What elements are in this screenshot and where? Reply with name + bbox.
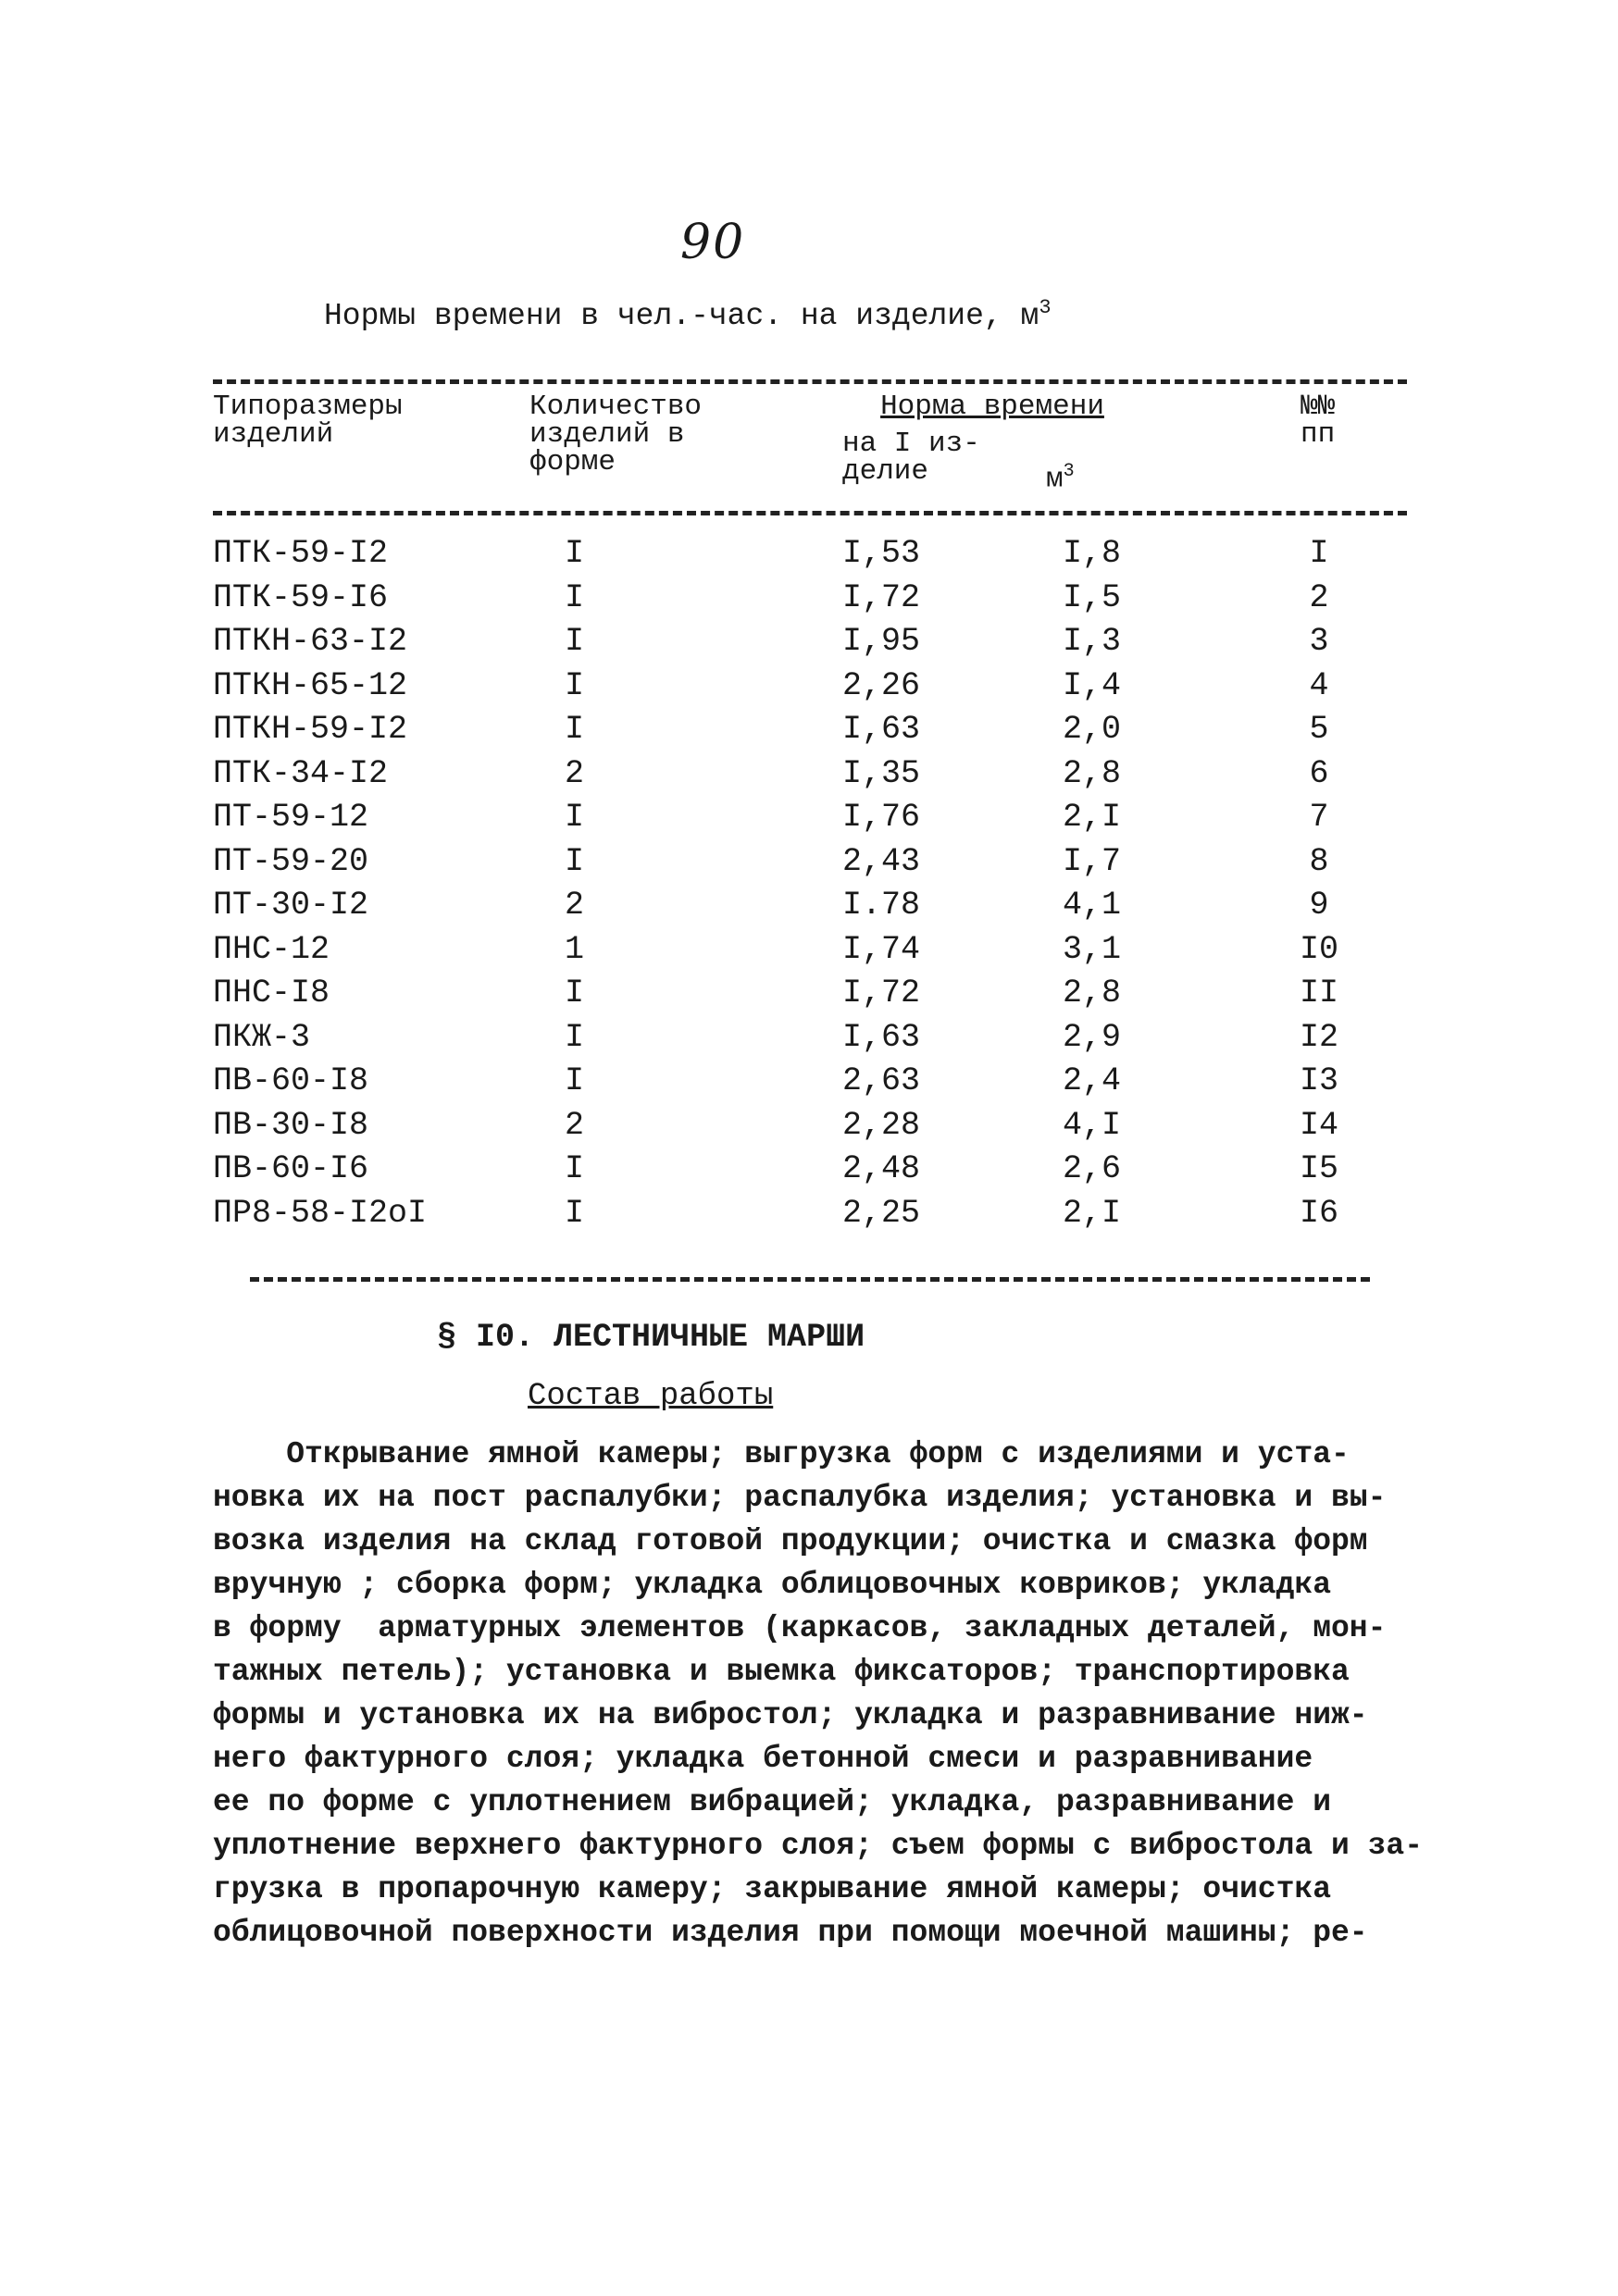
cell-per-m3: 2,6 [1063, 1150, 1122, 1187]
cell-type: ПТКН-63-I2 [213, 623, 408, 660]
cell-per-m3: 3,1 [1063, 930, 1122, 968]
table-row [0, 796, 1618, 839]
page-number: 90 [680, 215, 746, 270]
cell-num: II [1299, 974, 1338, 1011]
cell-per-m3: 4,1 [1063, 887, 1122, 924]
cell-per-m3: 2,I [1063, 799, 1122, 836]
cell-per-item: 2,25 [842, 1194, 921, 1232]
cell-per-m3: 2,I [1063, 1194, 1122, 1232]
cell-num: I [1309, 535, 1329, 572]
cell-per-m3: I,3 [1063, 623, 1122, 660]
cell-type: ПВ-60-I6 [213, 1150, 369, 1187]
table-row [0, 884, 1618, 927]
table-row [0, 664, 1618, 708]
cell-qty: I [565, 1194, 585, 1232]
body-line: в форму арматурных элементов (каркасов, закладных деталей, мон- [213, 1611, 1387, 1645]
table-row [0, 708, 1618, 751]
cell-type: ПТК-34-I2 [213, 754, 389, 792]
cell-per-item: I.78 [842, 887, 921, 924]
table-row [0, 752, 1618, 796]
cell-type: ПВ-60-I8 [213, 1062, 369, 1099]
cell-type: ПВ-30-I8 [213, 1106, 369, 1144]
cell-num: 4 [1309, 666, 1329, 704]
cell-qty: I [565, 974, 585, 1011]
body-line: новка их на пост распалубки; распалубка изделия; установка и вы- [213, 1481, 1387, 1515]
section-body [213, 1433, 1435, 1955]
cell-per-m3: 2,8 [1063, 974, 1122, 1011]
cell-type: ПТК-59-I6 [213, 578, 389, 616]
cell-qty: I [565, 1062, 585, 1099]
cell-type: ПР8-58-I2оI [213, 1194, 428, 1232]
table-row [0, 1192, 1618, 1235]
cell-per-m3: 2,8 [1063, 754, 1122, 792]
cell-num: 5 [1309, 711, 1329, 748]
cell-qty: I [565, 1150, 585, 1187]
cell-num: 8 [1309, 842, 1329, 880]
cell-type: ПТ-30-I2 [213, 887, 369, 924]
section-title: § I0. ЛЕСТНИЧНЫЕ МАРШИ [437, 1319, 865, 1356]
cell-num: 9 [1309, 887, 1329, 924]
cell-num: I4 [1299, 1106, 1338, 1144]
table-row [0, 620, 1618, 664]
cell-type: ПТКН-65-12 [213, 666, 408, 704]
cell-per-item: I,35 [842, 754, 921, 792]
cell-per-item: 2,26 [842, 666, 921, 704]
header-qty: Количество изделий в форме [529, 391, 703, 478]
body-line: Открывание ямной камеры; выгрузка форм с изделиями и уста- [213, 1437, 1350, 1471]
cell-type: ПТК-59-I2 [213, 535, 389, 572]
cell-qty: I [565, 1018, 585, 1056]
table-header-rule [213, 511, 1407, 515]
section-subtitle: Состав работы [528, 1379, 774, 1414]
cell-per-m3: I,5 [1063, 578, 1122, 616]
body-line: вручную ; сборка форм; укладка облицовочных ковриков; укладка [213, 1568, 1331, 1602]
table-caption-sup: 3 [1039, 296, 1052, 319]
cell-per-m3: I,8 [1063, 535, 1122, 572]
header-per-m3 [1046, 430, 1075, 496]
header-num: №№ пп [1301, 391, 1336, 451]
body-line: возка изделия на склад готовой продукции; очистка и смазка форм [213, 1524, 1368, 1558]
table-row [0, 577, 1618, 620]
cell-qty: I [565, 623, 585, 660]
cell-type: ПТКН-59-I2 [213, 711, 408, 748]
cell-num: I3 [1299, 1062, 1338, 1099]
table-bottom-rule [250, 1277, 1370, 1282]
cell-per-m3: 2,9 [1063, 1018, 1122, 1056]
cell-qty: I [565, 842, 585, 880]
cell-per-m3: I,7 [1063, 842, 1122, 880]
header-norm-group: Норма времени [880, 391, 1104, 423]
header-per-item: на I из- делие [842, 428, 980, 488]
cell-qty: I [565, 535, 585, 572]
cell-per-item: I,63 [842, 1018, 921, 1056]
table-row [0, 1104, 1618, 1148]
cell-per-item: 2,63 [842, 1062, 921, 1099]
cell-per-item: I,76 [842, 799, 921, 836]
table-caption-text: Нормы времени в чел.-час. на изделие, м [324, 299, 1039, 333]
table-row [0, 1148, 1618, 1191]
cell-per-m3: 4,I [1063, 1106, 1122, 1144]
cell-num: 6 [1309, 754, 1329, 792]
body-line: него фактурного слоя; укладка бетонной смеси и разравнивание [213, 1742, 1313, 1776]
table-header [0, 393, 1618, 504]
cell-per-item: I,72 [842, 974, 921, 1011]
cell-qty: 2 [565, 1106, 585, 1144]
cell-per-item: 2,48 [842, 1150, 921, 1187]
cell-num: 2 [1309, 578, 1329, 616]
header-per-m3-text: м [1046, 463, 1064, 496]
cell-num: I0 [1299, 930, 1338, 968]
cell-per-item: I,74 [842, 930, 921, 968]
header-type: Типоразмеры изделий [213, 391, 403, 451]
body-line: грузка в пропарочную камеру; закрывание ямной камеры; очистка [213, 1872, 1331, 1906]
cell-num: 3 [1309, 623, 1329, 660]
table-caption [324, 296, 1052, 333]
cell-per-item: 2,43 [842, 842, 921, 880]
cell-per-m3: I,4 [1063, 666, 1122, 704]
cell-num: I6 [1299, 1194, 1338, 1232]
cell-type: ПКЖ-3 [213, 1018, 311, 1056]
cell-type: ПНС-12 [213, 930, 330, 968]
cell-per-item: I,63 [842, 711, 921, 748]
cell-qty: I [565, 711, 585, 748]
cell-per-item: I,95 [842, 623, 921, 660]
body-line: уплотнение верхнего фактурного слоя; съем формы с вибростола и за- [213, 1829, 1424, 1863]
cell-per-item: 2,28 [842, 1106, 921, 1144]
cell-qty: I [565, 666, 585, 704]
cell-type: ПТ-59-12 [213, 799, 369, 836]
table-row [0, 972, 1618, 1015]
cell-qty: I [565, 799, 585, 836]
body-line: облицовочной поверхности изделия при помощи моечной машины; ре- [213, 1916, 1368, 1950]
cell-qty: I [565, 578, 585, 616]
cell-qty: 2 [565, 754, 585, 792]
cell-type: ПНС-I8 [213, 974, 330, 1011]
cell-per-m3: 2,0 [1063, 711, 1122, 748]
body-line: ее по форме с уплотнением вибрацией; укладка, разравнивание и [213, 1785, 1331, 1819]
table-row [0, 840, 1618, 884]
table-row [0, 1016, 1618, 1060]
cell-per-m3: 2,4 [1063, 1062, 1122, 1099]
cell-type: ПТ-59-20 [213, 842, 369, 880]
table-row [0, 1060, 1618, 1103]
body-line: формы и установка их на вибростол; укладка и разравнивание ниж- [213, 1698, 1368, 1732]
cell-per-item: I,72 [842, 578, 921, 616]
table-row [0, 532, 1618, 576]
cell-qty: 2 [565, 887, 585, 924]
cell-num: I2 [1299, 1018, 1338, 1056]
cell-qty: 1 [565, 930, 585, 968]
header-per-m3-sup: 3 [1063, 461, 1075, 482]
table-top-rule [213, 379, 1407, 384]
table-row [0, 928, 1618, 972]
body-line: тажных петель); установка и выемка фиксаторов; транспортировка [213, 1655, 1350, 1689]
cell-num: I5 [1299, 1150, 1338, 1187]
cell-num: 7 [1309, 799, 1329, 836]
cell-per-item: I,53 [842, 535, 921, 572]
